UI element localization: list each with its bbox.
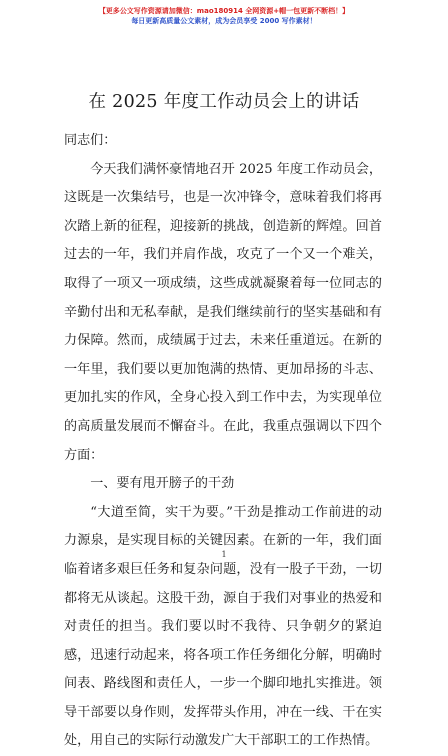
promo-banner-line-2: 每日更新高质量公文素材，成为会员享受 2000 写作素材！ xyxy=(131,17,317,25)
salutation: 同志们： xyxy=(64,133,117,148)
page-number: 1 xyxy=(221,550,227,559)
promo-banner xyxy=(0,6,448,26)
document-title: 在 2025 年度工作动员会上的讲话 xyxy=(88,92,360,112)
promo-banner-line-1: 【更多公文写作资源请加微信：mao180914 全网资源+帽一包更新不断档！】 xyxy=(98,7,350,15)
document-body xyxy=(64,127,382,756)
paragraph-section-1: “大道至简，实干为要。”干劲是推动工作前进的动力源泉，是实现目标的关键因素。在新的一年，我们面临着诸多艰巨任务和复杂问题，没有一股子干劲，一切都将无从谈起。这股干劲，源自于我们对事业的热爱和对责任的担当。我们要以时不我待、只争朝夕的紧迫感，迅速行动起来，将各项工作任务细化分解，明确时间表、路线图和责任人，一步一个脚印地扎实推进。领导干部要以身作则，发挥带头作用，冲在一线、干在实处，用自己的实际行动激发广大干部职工的工作热情。 xyxy=(64,504,382,749)
paragraph-intro: 今天我们满怀豪情地召开 2025 年度工作动员会，这既是一次集结号，也是一次冲锋令，意味着我们将再次踏上新的征程，迎接新的挑战，创造新的辉煌。回首过去的一年，我们并肩作战，攻克了一个又一个难关，取得了一项又一项成绩，这些成就凝聚着每一位同志的辛勤付出和无私奉献，是我们继续前行的坚实基础和有力保障。然而，成绩属于过去，未来任重道远。在新的一年里，我们要以更加饱满的热情、更加昂扬的斗志、更加扎实的作风，全身心投入到工作中去，为实现单位的高质量发展而不懈奋斗。在此，我重点强调以下四个方面： xyxy=(64,161,382,463)
section-heading-1: 一、要有甩开膀子的干劲 xyxy=(90,476,235,492)
